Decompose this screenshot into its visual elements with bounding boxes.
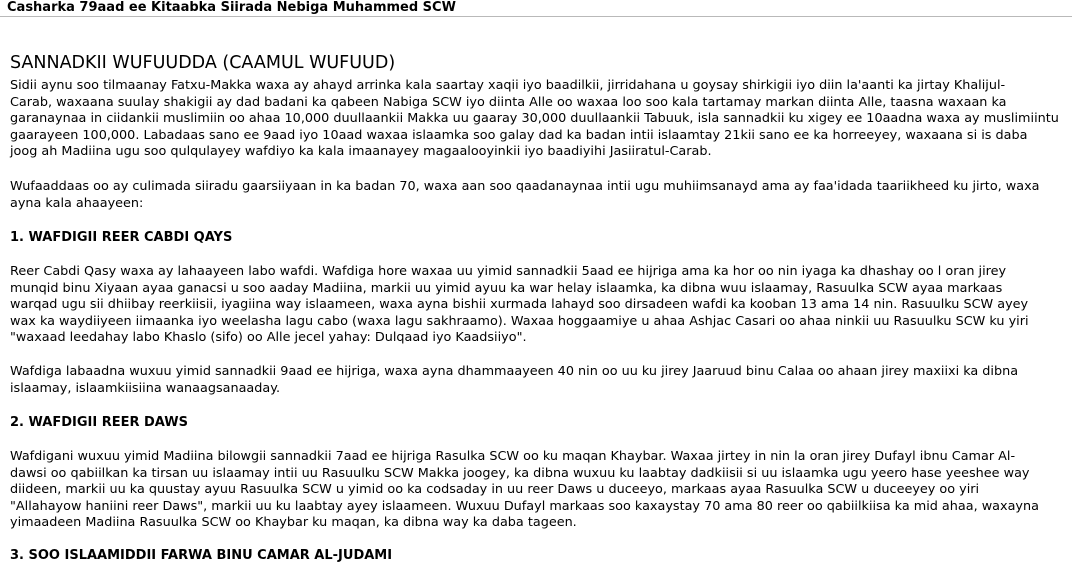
text-line: ayna kala ahaayeen: [10,195,144,211]
text-line: "Allahayow haniini reer Daws", markii uu ku laabtay ayey islaameen. Wuxuu Dufayl markaas soo kaxaystay 70 ama 80 reer oo qabiilkiisa ka mid ahaa, waxayna [10,498,1039,514]
text-line: garanaynaa in ciidankii muslimiin oo ahaa 10,000 duullaankii Makka uu gaaray 30,000 duullaankii Tabuuk, isla sannadkii ku xigey ee 10aadna waxa ay muslimiintu [10,111,1059,126]
section1-paragraph-2 [10,364,1062,397]
text-line: "waxaad leedahay labo Khaslo (sifo) oo Alle jecel yahay: Dulqaad iyo Kaadsiiyo". [10,330,527,345]
text-line: Reer Cabdi Qasy waxa ay lahaayeen labo wafdi. Wafdiga hore waxaa uu yimid sannadkii 5aad ee hijriga ama ka hor oo nin iyaga ka dhashay oo l oran jirey [10,264,1007,279]
section-heading-3: 3. SOO ISLAAMIDDII FARWA BINU CAMAR AL-JUDAMI [10,548,393,563]
section-heading-1: 1. WAFDIGII REER CABDI QAYS [10,230,233,245]
text-line: gaarayeen 100,000. Labadaas sano ee 9aad iyo 10aad waxaa islaamka soo galay dad ka badan intii islaamtay 21kii sano ee ka horreeyey, waxaana si is daba [10,127,1028,143]
text-line: islaamay, islaamkiisiina wanaagsanaaday. [10,380,281,396]
intro-paragraph-1 [10,78,1062,161]
text-line: wax ka waydiiyeen iimaanka iyo weelasha lagu cabo (waxa lagu sakhraamo). Waxaa hoggaamiye u ahaa Ashjac Casari oo ahaa ninkii uu Rasuulku SCW ku yiri [10,313,1029,329]
text-line: Wafdiga labaadna wuxuu yimid sannadkii 9aad ee hijriga, waxa ayna dhammaayeen 40 nin oo uu ku jirey Jaaruud binu Calaa oo ahaan jirey maxiixi ka dibna [10,364,1019,379]
text-line: munqid binu Xiyaan ayaa ganacsi u soo aaday Madiina, markii uu yimid ayuu ka war helay islaamka, ka dibna wuu islaamay, Rasuulka SCW ayaa markaas [10,280,1003,296]
title-divider [0,16,1072,17]
text-line: Sidii aynu soo tilmaanay Fatxu-Makka waxa ay ahayd arrinka kala saartay xaqii iyo baadilkii, jirridahana u goysay shirkigii iyo diin la'aanti ka jirtay Khalijul- [10,78,1006,93]
intro-paragraph-2 [10,179,1062,212]
text-line: Wufaaddaas oo ay culimada siiradu gaarsiiyaan in ka badan 70, waxa aan soo qaadanaynaa intii ugu muhiimsanayd ama ay faa'idada taariikheed ku jirto, waxa [10,179,1040,194]
section2-paragraph-1 [10,449,1062,532]
section1-paragraph-1 [10,264,1062,347]
text-line: Wafdigani wuxuu yimid Madiina bilowgii sannadkii 7aad ee hijriga Rasulka SCW oo ku maqan Khaybar. Waxaa jirtey in nin la oran jirey Dufayl ibnu Camar Al- [10,449,1016,464]
text-line: warqad ugu sii dhiibay reerkiisii, iyagiina way islaameen, waxa ayna bishii xurmada lahayd soo dirsadeen wafdi ka kooban 13 ama 14 nin. Rasuulku SCW ayey [10,297,1029,312]
text-line: joog ah Madiina ugu soo qulqulayey wafdiyo ka kala imaanayey magaalooyinkii iyo baadiyihi Jasiiratul-Carab. [10,144,712,159]
text-line: diideen, markii uu ka quustay ayuu Rasuulka SCW u yimid oo ka codsaday in uu reer Daws u duceeyo, markaas ayaa Rasuulka SCW u duceeyey oo yiri [10,482,980,497]
page-heading: SANNADKII WUFUUDDA (CAAMUL WUFUUD) [10,52,396,73]
text-line: dawsi oo qabiilkan ka tirsan uu islaamay intii uu Rasuulku SCW Makka joogey, ka dibna wuxuu ku laabtay dadkiisii si uu islaamka ugu yeero hase yeeshee way [10,465,1030,481]
section-heading-2: 2. WAFDIGII REER DAWS [10,415,188,430]
text-line: Carab, waxaana suulay shakigii ay dad badani ka qabeen Nabiga SCW iyo diinta Alle oo waxaa loo soo kala tartamay markan diinta Alle, taasna waxaan ka [10,94,1007,110]
document-title: Casharka 79aad ee Kitaabka Siirada Nebiga Muhammed SCW [7,0,456,15]
text-line: yimaadeen Madiina Rasuulka SCW oo Khaybar ku maqan, ka dibna way ka daba tageen. [10,515,577,530]
